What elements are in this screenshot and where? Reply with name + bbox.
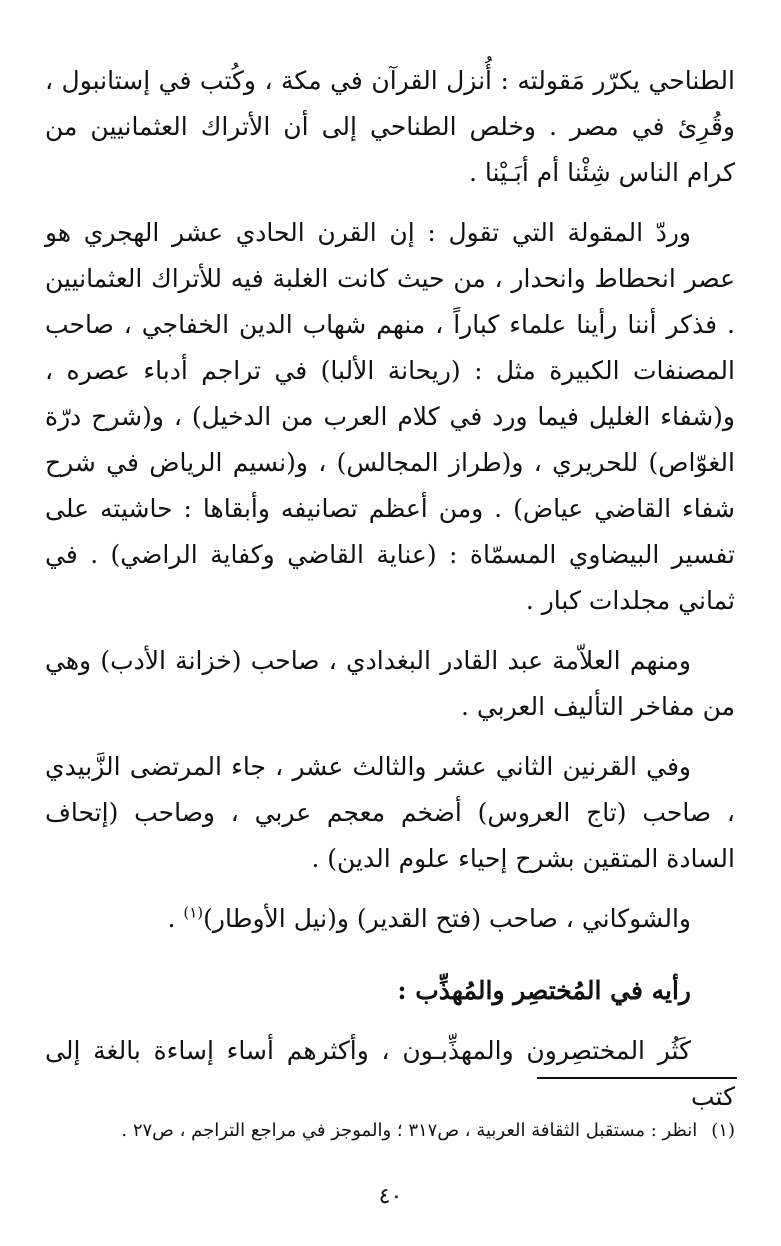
paragraph-shawkani — [45, 896, 735, 942]
footnote-divider — [537, 1077, 737, 1079]
footnote-reference: (١) — [183, 903, 204, 922]
section-heading: رأيه في المُختصِر والمُهذِّب : — [397, 976, 691, 1005]
footnote-number: (١) — [711, 1120, 735, 1141]
paragraph-eleventh-century: وردّ المقولة التي تقول : إن القرن الحادي عشر الهجري هو عصر انحطاط وانحدار ، من حيث كانت الغلبة فيه للأتراك العثمانيين . فذكر أننا رأينا علماء كباراً ، منهم شهاب الدين الخفاجي ، صاحب المصنفات الكبيرة مثل : (ريحانة الألبا) في تراجم أدباء عصره ، و(شفاء الغليل فيما ورد في كلام العرب من الدخيل) ، و(شرح درّة الغوّاص) للحريري ، و(طراز المجالس) ، و(نسيم الرياض في شرح شفاء القاضي عياض) . ومن أعظم تصانيفه وأبقاها : حاشيته على تفسير البيضاوي المسمّاة : (عناية القاضي وكفاية الراضي) . في ثماني مجلدات كبار . — [45, 218, 735, 615]
page-number: ٤٠ — [378, 1184, 403, 1209]
paragraph-abridgers: كَثُر المختصِرون والمهذِّبـون ، وأكثرهم أساء إساءة بالغة إلى كتب — [45, 1036, 735, 1111]
book-page-body — [45, 58, 735, 1208]
footnote — [45, 1116, 735, 1146]
paragraph-baghdadi: ومنهم العلاّمة عبد القادر البغدادي ، صاحب (خزانة الأدب) وهي من مفاخر التأليف العربي . — [45, 646, 735, 721]
footnote-text: انظر : مستقبل الثقافة العربية ، ص٣١٧ ؛ والموجز في مراجع التراجم ، ص٢٧ . — [121, 1120, 698, 1141]
paragraph-zabidi: وفي القرنين الثاني عشر والثالث عشر ، جاء المرتضى الزَّبيدي ، صاحب (تاج العروس) أضخم معجم عربي ، وصاحب (إتحاف السادة المتقين بشرح إحياء علوم الدين) . — [45, 752, 735, 873]
shawkani-text: والشوكاني ، صاحب (فتح القدير) و(نيل الأوطار) — [203, 904, 691, 933]
paragraph-tanahi-saying: الطناحي يكرّر مَقولته : أُنزل القرآن في مكة ، وكُتب في إستانبول ، وقُرِئ في مصر . وخلص الطناحي إلى أن الأتراك العثمانيين من كرام الناس شِئْنا أم أبَـيْنا . — [45, 66, 735, 187]
shawkani-text-end: . — [167, 904, 184, 933]
